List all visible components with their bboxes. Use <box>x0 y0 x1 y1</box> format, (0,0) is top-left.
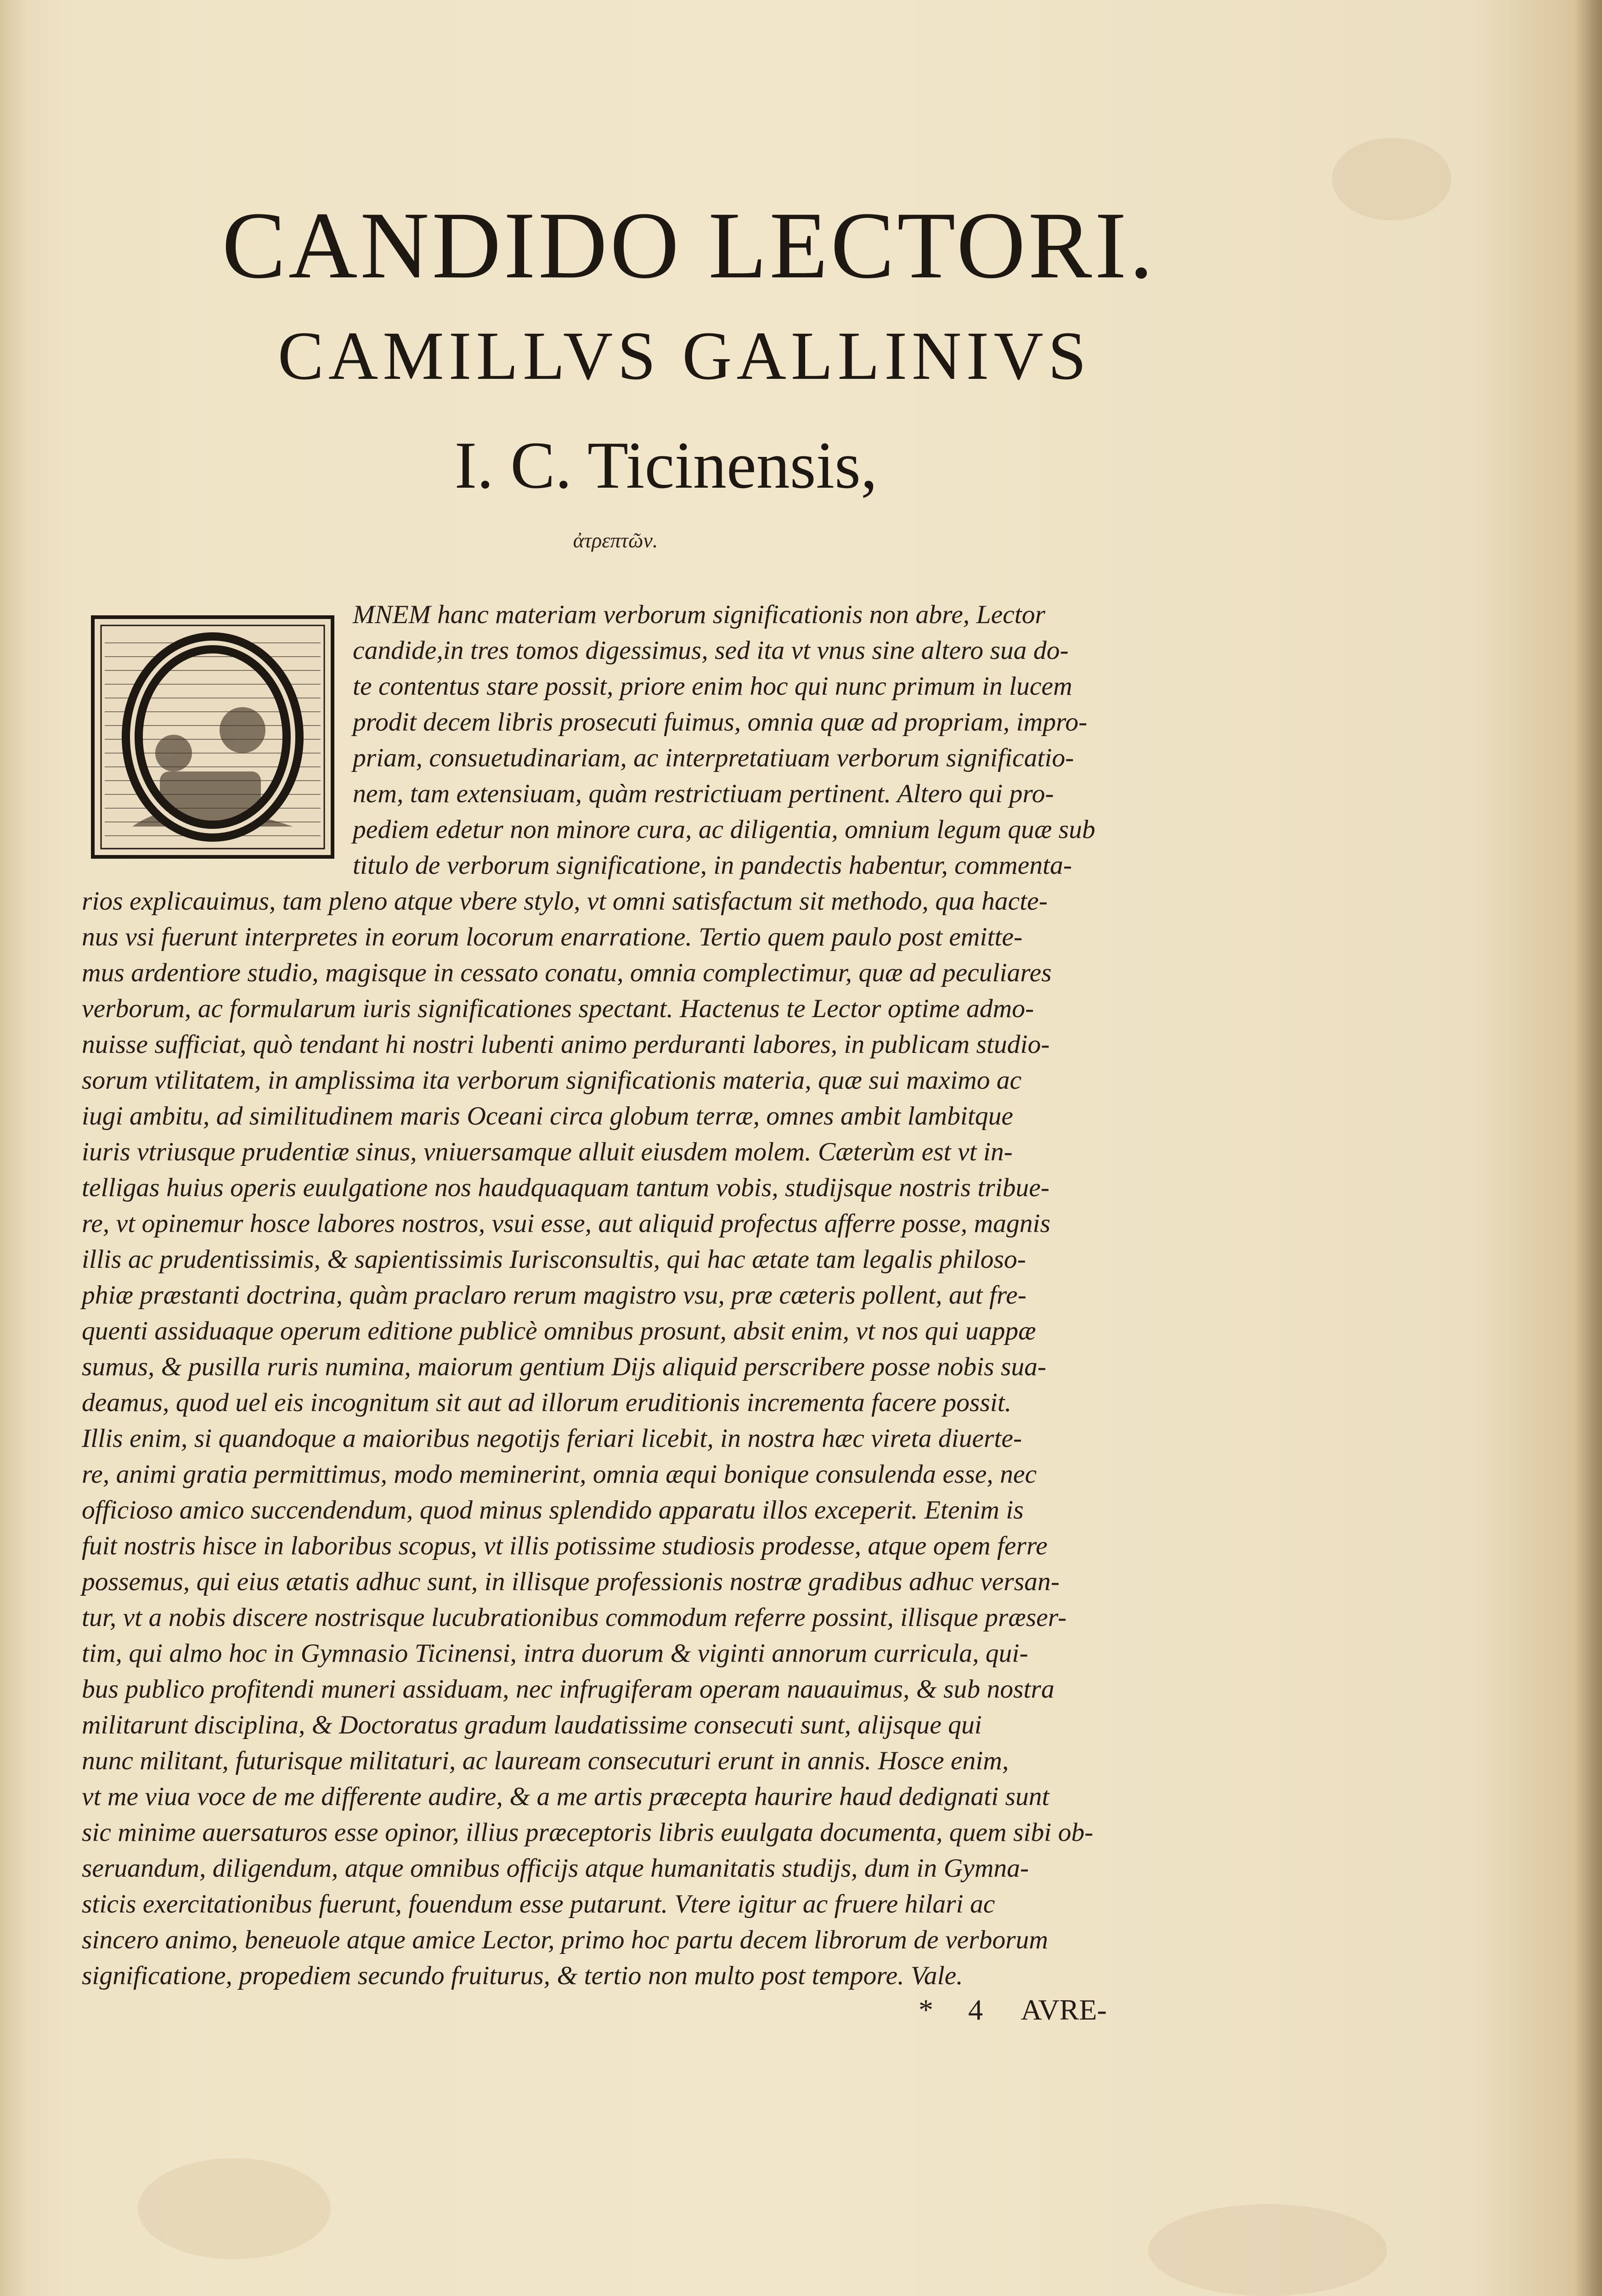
text-line: sorum vtilitatem, in amplissima ita verborum significationis materia, quæ sui maximo ac <box>82 1066 1022 1095</box>
text-line: sincero animo, beneuole atque amice Lector, primo hoc partu decem librorum de verborum <box>82 1925 1048 1954</box>
text-line: fuit nostris hisce in laboribus scopus, vt illis potissime studiosis prodesse, atque opem ferre <box>82 1531 1048 1560</box>
text-line: iugi ambitu, ad similitudinem maris Oceani circa globum terræ, omnes ambit lambitque <box>82 1102 1013 1131</box>
text-line: titulo de verborum significatione, in pandectis habentur, commenta- <box>353 851 1072 880</box>
text-line: bus publico profitendi muneri assiduam, nec infrugiferam operam nauauimus, & sub nostra <box>82 1675 1055 1704</box>
text-line: militarunt disciplina, & Doctoratus gradum laudatissime consecuti sunt, alijsque qui <box>82 1711 982 1739</box>
text-line: seruandum, diligendum, atque omnibus officijs atque humanitatis studijs, dum in Gymna- <box>82 1854 1029 1883</box>
text-line: nem, tam extensiuam, quàm restrictiuam pertinent. Altero qui pro- <box>353 779 1054 808</box>
text-line: officioso amico succendendum, quod minus splendido apparatu illos exceperit. Etenim is <box>82 1496 1024 1525</box>
signature-mark: * <box>919 1993 933 2026</box>
text-line: sumus, & pusilla ruris numina, maiorum gentium Dijs aliquid perscribere posse nobis sua- <box>82 1352 1047 1381</box>
text-line: candide,in tres tomos digessimus, sed ita vt vnus sine altero sua do- <box>353 636 1069 665</box>
text-line: te contentus stare possit, priore enim hoc qui nunc primum in lucem <box>353 672 1072 701</box>
paper-stain <box>1332 138 1451 220</box>
show-through-footer <box>216 1998 224 2027</box>
text-line: sic minime auersaturos esse opinor, illius præceptoris libris euulgata documenta, quem sibi ob- <box>82 1818 1094 1847</box>
text-line: re, animi gratia permittimus, modo meminerint, omnia æqui bonique consulenda esse, nec <box>82 1460 1037 1489</box>
text-line: priam, consuetudinariam, ac interpretatiuam verborum significatio- <box>353 743 1074 772</box>
text-line: iuris vtriusque prudentiæ sinus, vniuersamque alluit eiusdem molem. Cæterùm est vt in- <box>82 1137 1013 1166</box>
text-line: quenti assiduaque operum editione publicè omnibus prosunt, absit enim, vt nos qui uappæ <box>82 1317 1036 1345</box>
page-edge-shadow <box>1574 0 1602 2296</box>
text-line: possemus, qui eius ætatis adhuc sunt, in illisque professionis nostræ gradibus adhuc versan- <box>82 1567 1060 1596</box>
text-line: pediem edetur non minore cura, ac diligentia, omnium legum quæ sub <box>353 815 1095 844</box>
text-line: re, vt opinemur hosce labores nostros, vsui esse, aut aliquid profectus afferre posse, magnis <box>82 1209 1050 1238</box>
title-candido-lectori: CANDIDO LECTORI. <box>222 192 1156 298</box>
catchword: AVRE- <box>1021 1993 1107 2026</box>
preface-body-text <box>82 597 1230 1994</box>
text-line: rios explicauimus, tam pleno atque vbere stylo, vt omni satisfactum sit methodo, qua hacte- <box>82 887 1048 916</box>
text-line: tur, vt a nobis discere nostrisque lucubrationibus commodum referre possint, illisque præser- <box>82 1603 1067 1632</box>
text-line: nus vsi fuerunt interpretes in eorum locorum enarratione. Tertio quem paulo post emitte- <box>82 923 1023 951</box>
text-line: deamus, quod uel eis incognitum sit aut ad illorum eruditionis incrementa facere possit. <box>82 1388 1012 1417</box>
text-line: illis ac prudentissimis, & sapientissimis Iurisconsultis, qui hac ætate tam legalis philoso- <box>82 1245 1026 1274</box>
text-line: nuisse sufficiat, quò tendant hi nostri lubenti animo perduranti labores, in publicam studio- <box>82 1030 1050 1059</box>
text-line: significatione, propediem secundo fruiturus, & tertio non multo post tempore. Vale. <box>82 1961 963 1990</box>
text-line: prodit decem libris prosecuti fuimus, omnia quæ ad propriam, impro- <box>353 708 1088 737</box>
text-line: tim, qui almo hoc in Gymnasio Ticinensi, intra duorum & viginti annorum curricula, qui- <box>82 1639 1028 1668</box>
text-line: mus ardentiore studio, magisque in cessato conatu, omnia complectimur, quæ ad peculiares <box>82 958 1052 987</box>
page-footer <box>919 1993 1217 2027</box>
text-line: verborum, ac formularum iuris significationes spectant. Hactenus te Lector optime admo- <box>82 994 1034 1023</box>
text-line: sticis exercitationibus fuerunt, fouendum esse putarunt. Vtere igitur ac fruere hilari ac <box>82 1890 995 1919</box>
text-line: telligas huius operis euulgatione nos haudquaquam tantum vobis, studijsque nostris tribue- <box>82 1173 1049 1202</box>
greek-motto: ἀτρεπτῶν. <box>573 529 658 552</box>
title-author-origin: I. C. Ticinensis, <box>454 428 878 502</box>
title-author-name: CAMILLVS GALLINIVS <box>277 318 1091 394</box>
text-line: vt me viua voce de me differente audire, & a me artis præcepta haurire haud dedignati sunt <box>82 1782 1049 1811</box>
text-line: MNEM hanc materiam verborum significationis non abre, Lector <box>353 600 1045 629</box>
signature-number: 4 <box>968 1993 983 2026</box>
text-line: phiæ præstanti doctrina, quàm praclaro rerum magistro vsu, præ cæteris pollent, aut fre- <box>82 1281 1027 1310</box>
paper-stain <box>138 2158 331 2259</box>
text-line: Illis enim, si quandoque a maioribus negotijs feriari licebit, in nostra hæc vireta diuerte- <box>82 1424 1022 1453</box>
paper-stain <box>1148 2204 1387 2296</box>
text-line: nunc militant, futurisque militaturi, ac lauream consecuturi erunt in annis. Hosce enim, <box>82 1746 1009 1775</box>
